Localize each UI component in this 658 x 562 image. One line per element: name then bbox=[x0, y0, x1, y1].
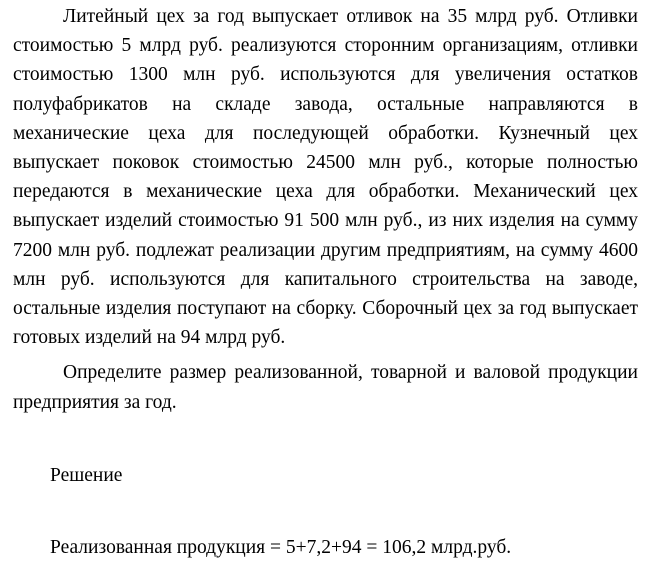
problem-text: Литейный цех за год выпускает отливок на 35 млрд руб. Отливки стоимостью 5 млрд руб. реализуются сторонним организациям, отливки стоимостью 1300 млн руб. используются для увеличения остатков полуфабрикатов на складе завода, остальные направляются в механические цеха для последующей обработки. Кузнечный цех выпускает поковок стоимостью 24500 млн руб., которые полностью передаются в механические цеха для обработки. Механический цех выпускает изделий стоимостью 91 500 млн руб., из них изделия на сумму 7200 млн руб. подлежат реализации другим предприятиям, на сумму 4600 млн руб. используются для капитального строительства на заводе, остальные изделия поступают на сборку. Сборочный цех за год выпускает готовых изделий на 94 млрд руб. bbox=[13, 6, 638, 349]
document-page bbox=[13, 0, 638, 417]
solution-result-line: Реализованная продукция = 5+7,2+94 = 106,2 млрд.руб. bbox=[50, 537, 512, 558]
problem-question: Определите размер реализованной, товарной и валовой продукции предприятия за год. bbox=[13, 362, 638, 413]
solution-heading: Решение bbox=[50, 465, 123, 486]
